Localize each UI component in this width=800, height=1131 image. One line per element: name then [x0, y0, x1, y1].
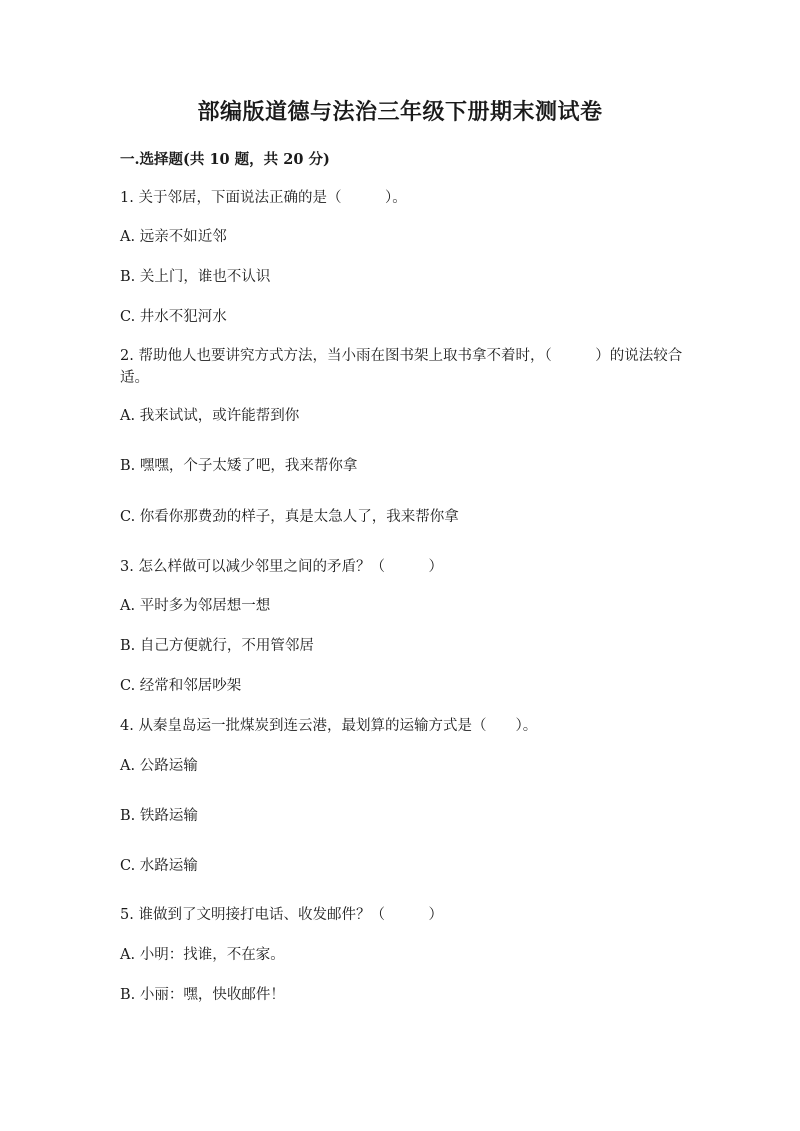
question-4-option-c: C. 水路运输 — [120, 858, 198, 874]
question-1-option-c: C. 井水不犯河水 — [120, 309, 227, 325]
question-2-option-a: A. 我来试试，或许能帮到你 — [120, 408, 300, 424]
question-5-option-b: B. 小丽：嘿，快收邮件！ — [120, 987, 285, 1003]
question-4-option-b: B. 铁路运输 — [120, 808, 198, 824]
question-4-stem: 4. 从秦皇岛运一批煤炭到连云港，最划算的运输方式是（ ）。 — [120, 718, 538, 734]
question-1-stem: 1. 关于邻居，下面说法正确的是（ ）。 — [120, 190, 407, 206]
page-title: 部编版道德与法治三年级下册期末测试卷 — [197, 99, 603, 125]
question-3-stem: 3. 怎么样做可以减少邻里之间的矛盾？（ ） — [120, 559, 443, 575]
question-2-option-b: B. 嘿嘿，个子太矮了吧，我来帮你拿 — [120, 458, 358, 474]
question-5-stem: 5. 谁做到了文明接打电话、收发邮件？（ ） — [120, 907, 443, 923]
question-3-option-b: B. 自己方便就行，不用管邻居 — [120, 638, 314, 654]
question-2-stem: 2. 帮助他人也要讲究方式方法，当小雨在图书架上取书拿不着时，（ ）的说法较合适。 — [120, 348, 683, 386]
question-3-option-a: A. 平时多为邻居想一想 — [120, 598, 271, 614]
question-1-option-b: B. 关上门，谁也不认识 — [120, 269, 271, 285]
question-3-option-c: C. 经常和邻居吵架 — [120, 678, 242, 694]
question-5-option-a: A. 小明：找谁，不在家。 — [120, 947, 285, 963]
question-2-option-c: C. 你看你那费劲的样子，真是太急人了，我来帮你拿 — [120, 509, 459, 525]
section-heading: 一.选择题(共 10 题，共 20 分) — [120, 151, 330, 168]
question-1-option-a: A. 远亲不如近邻 — [120, 229, 227, 245]
question-4-option-a: A. 公路运输 — [120, 758, 198, 774]
